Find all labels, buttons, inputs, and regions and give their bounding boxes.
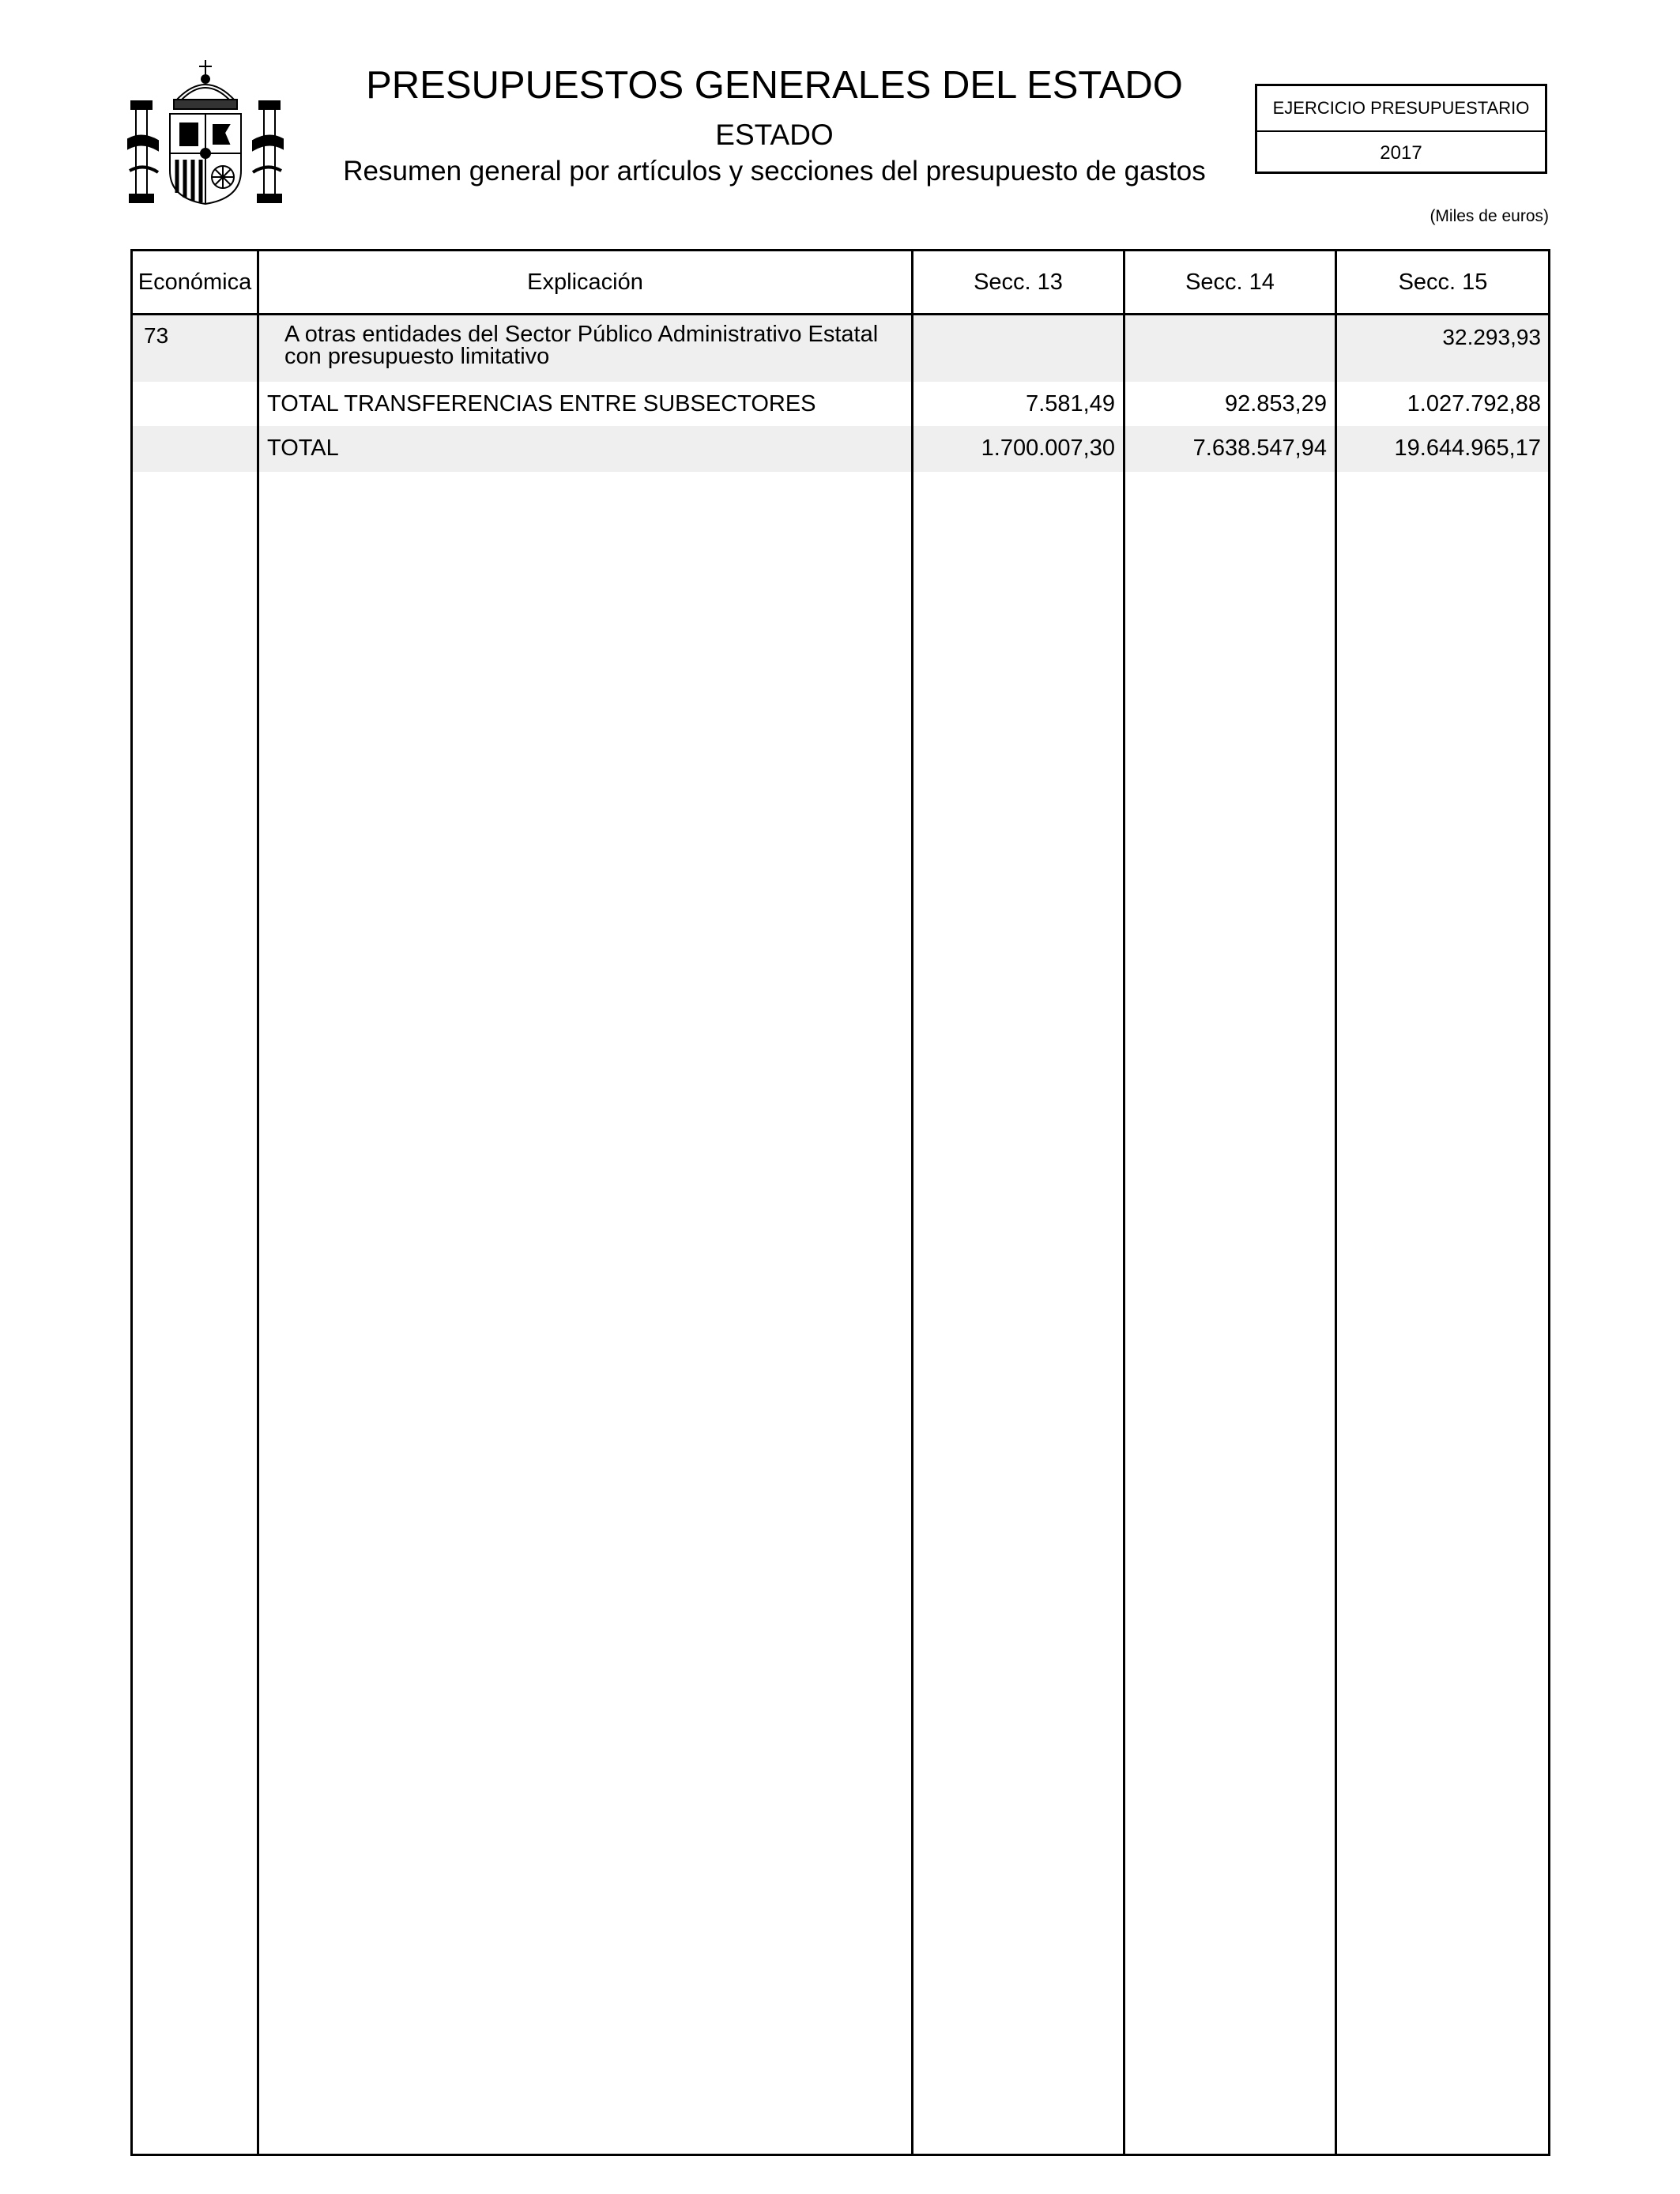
budget-table xyxy=(130,249,1550,2156)
column-header-secc-15: Secc. 15 xyxy=(1398,269,1488,295)
row-secc-15: 19.644.965,17 xyxy=(1394,435,1541,461)
row-code: 73 xyxy=(144,323,169,348)
row-explanation-line1: A otras entidades del Sector Público Administrativo Estatal xyxy=(284,322,879,347)
row-explanation: TOTAL TRANSFERENCIAS ENTRE SUBSECTORES xyxy=(267,391,816,417)
row-secc-14: 92.853,29 xyxy=(1224,391,1327,417)
row-secc-13: 7.581,49 xyxy=(1026,391,1115,417)
row-secc-14: 7.638.547,94 xyxy=(1192,435,1327,461)
row-explanation-line2: con presupuesto limitativo xyxy=(284,344,550,369)
column-header-secc-13: Secc. 13 xyxy=(974,269,1063,295)
column-header-explicacion: Explicación xyxy=(527,269,643,295)
column-divider xyxy=(911,251,913,2154)
column-divider xyxy=(257,251,259,2154)
document-description: Resumen general por artículos y secciones del presupuesto de gastos xyxy=(343,156,1206,187)
document-subtitle: ESTADO xyxy=(715,119,834,151)
exercise-year: 2017 xyxy=(1380,142,1422,164)
row-explanation: TOTAL xyxy=(267,435,339,461)
exercise-label: EJERCICIO PRESUPUESTARIO xyxy=(1257,86,1545,132)
coat-of-arms-logo xyxy=(126,52,284,209)
column-header-economica: Económica xyxy=(137,269,252,295)
exercise-box xyxy=(1255,84,1547,174)
column-divider xyxy=(1335,251,1337,2154)
column-header-secc-14: Secc. 14 xyxy=(1185,269,1275,295)
row-explanation xyxy=(284,323,878,368)
units-note: (Miles de euros) xyxy=(1430,207,1549,225)
row-secc-15: 32.293,93 xyxy=(1442,325,1541,349)
column-divider xyxy=(1123,251,1125,2154)
row-secc-15: 1.027.792,88 xyxy=(1407,391,1541,417)
row-secc-13: 1.700.007,30 xyxy=(981,435,1115,461)
document-title: PRESUPUESTOS GENERALES DEL ESTADO xyxy=(366,64,1183,107)
